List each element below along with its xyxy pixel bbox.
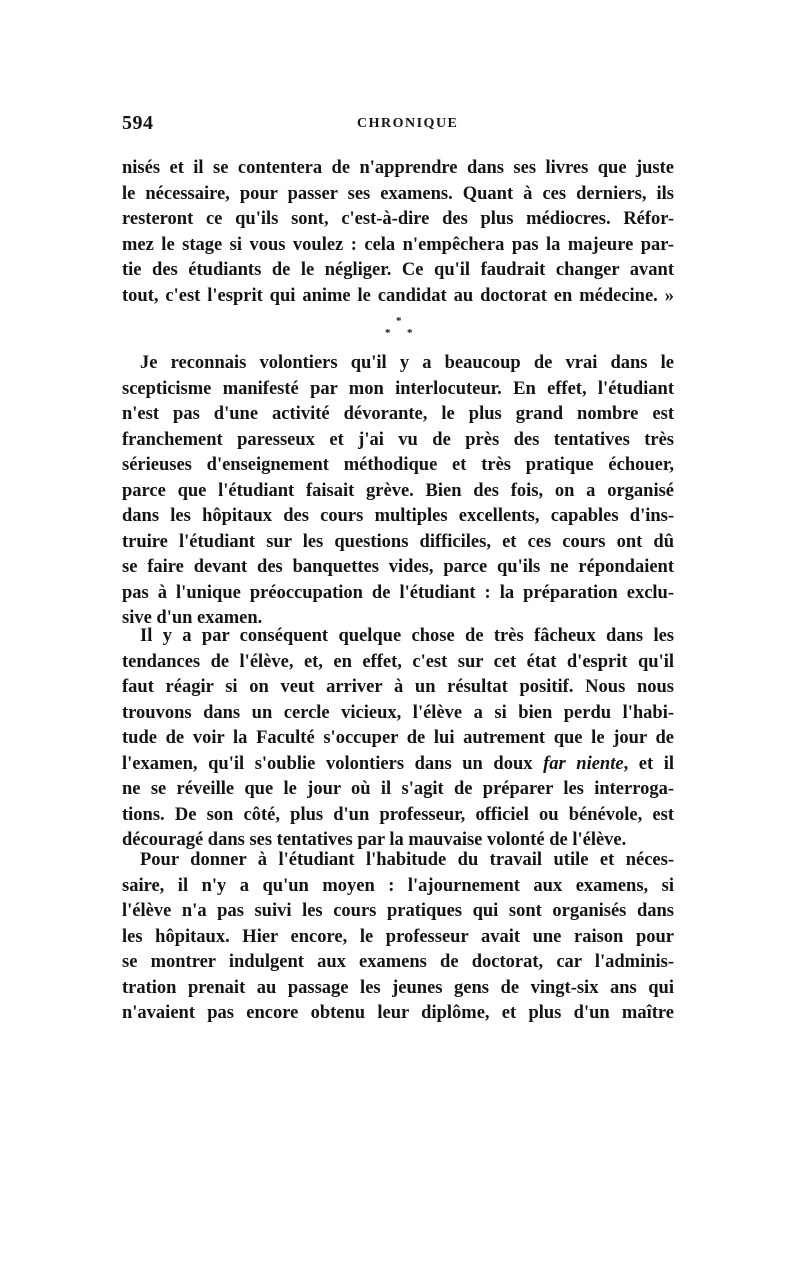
text-line: Je reconnais volontiers qu'il y a beaucoup de vrai dans le [140,353,674,373]
text-line: sive d'un examen. [122,608,263,628]
text-line: tude de voir la Faculté s'occuper de lui autrement que le jour de [122,728,674,748]
text-line: Il y a par conséquent quelque chose de très fâcheux dans les [140,626,674,646]
page-header [122,112,670,142]
text-line: saire, il n'y a qu'un moyen : l'ajournement aux examens, si [122,875,674,896]
paragraph-4 [122,848,674,1027]
text-line: tout, c'est l'esprit qui anime le candidat au doctorat en médecine. » [122,285,674,306]
text-line: sérieuses d'enseignement méthodique et très pratique échouer, [122,455,674,475]
text-line: découragé dans ses tentatives par la mauvaise volonté de l'élève. [122,830,627,850]
text-line: tendances de l'élève, et, en effet, c'est sur cet état d'esprit qu'il [122,651,674,672]
text-line: trouvons dans un cercle vicieux, l'élève a si bien perdu l'habi- [122,702,674,723]
running-head: CHRONIQUE [357,116,459,131]
text-span: , et il [623,753,675,774]
text-line: ne se réveille que le jour où il s'agit de préparer les interroga- [122,779,674,799]
text-line-with-italic [122,752,674,778]
text-line: les hôpitaux. Hier encore, le professeur avait une raison pour [122,926,674,947]
italic-phrase: far niente [543,753,624,774]
text-line: se montrer indulgent aux examens de doctorat, car l'adminis- [122,952,674,972]
text-line: n'est pas d'une activité dévorante, le plus grand nombre est [122,404,674,424]
text-line: Pour donner à l'étudiant l'habitude du travail utile et néces- [140,850,674,870]
text-line: tions. De son côté, plus d'un professeur, officiel ou bénévole, est [122,804,674,825]
text-line: le nécessaire, pour passer ses examens. Quant à ces derniers, ils [122,183,674,204]
text-line: truire l'étudiant sur les questions difficiles, et ces cours ont dû [122,531,674,552]
text-line: nisés et il se contentera de n'apprendre dans ses livres que juste [122,158,674,178]
text-line: resteront ce qu'ils sont, c'est-à-dire des plus médiocres. Réfor- [122,209,674,229]
text-line: mez le stage si vous voulez : cela n'empêchera pas la majeure par- [122,234,674,255]
text-line: dans les hôpitaux des cours multiples excellents, capables d'ins- [122,506,674,526]
page-number: 594 [122,112,154,134]
paragraph-1 [122,156,674,309]
asterisk-icon: * [385,327,391,339]
text-line: n'avaient pas encore obtenu leur diplôme, et plus d'un maître [122,1003,674,1023]
text-line: pas à l'unique préoccupation de l'étudiant : la préparation exclu- [122,582,674,603]
asterisk-icon: * [407,327,413,339]
paragraph-2 [122,351,674,632]
text-line: tration prenait au passage les jeunes gens de vingt-six ans qui [122,977,674,998]
text-line: tie des étudiants de le négliger. Ce qu'il faudrait changer avant [122,260,674,280]
section-separator-asterism [375,312,425,346]
text-line: scepticisme manifesté par mon interlocuteur. En effet, l'étudiant [122,378,674,399]
text-line: faut réagir si on veut arriver à un résultat positif. Nous nous [122,677,674,697]
text-span: l'examen, qu'il s'oublie volontiers dans un doux [122,753,533,774]
paragraph-3 [122,624,674,854]
text-line: se faire devant des banquettes vides, parce qu'ils ne répondaient [122,557,674,577]
asterisk-icon: * [396,315,402,327]
text-line: parce que l'étudiant faisait grève. Bien des fois, on a organisé [122,480,674,501]
text-line: franchement paresseux et j'ai vu de près des tentatives très [122,429,674,450]
text-line: l'élève n'a pas suivi les cours pratiques qui sont organisés dans [122,901,674,921]
